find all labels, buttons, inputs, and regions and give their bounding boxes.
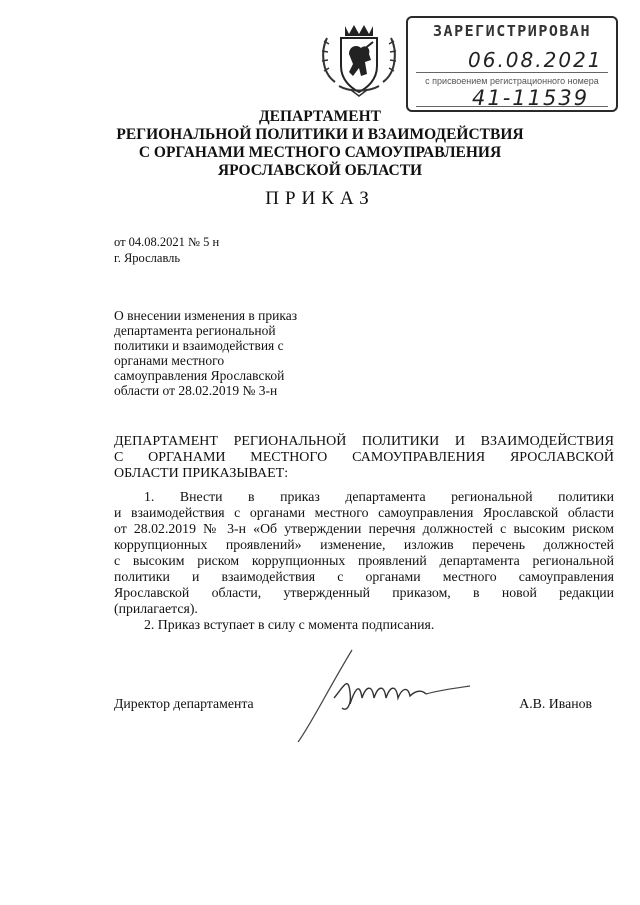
stamp-divider bbox=[416, 106, 608, 107]
body-line: с высоким риском коррупционных проявлений департамента региональной bbox=[114, 553, 614, 568]
order-city: г. Ярославль bbox=[114, 251, 181, 265]
order-subject bbox=[114, 308, 324, 398]
body-line: и взаимодействия с органами местного самоуправления Ярославской области bbox=[114, 505, 614, 520]
order-meta bbox=[114, 234, 219, 266]
department-line: ДЕПАРТАМЕНТ bbox=[258, 108, 382, 125]
subject-line: области от 28.02.2019 № 3-н bbox=[114, 383, 278, 398]
registration-stamp bbox=[406, 16, 618, 112]
subject-line: органами местного bbox=[114, 353, 225, 368]
body-line: 2. Приказ вступает в силу с момента подписания. bbox=[144, 617, 435, 632]
subject-line: О внесении изменения в приказ bbox=[114, 308, 298, 323]
stamp-number: 41-11539 bbox=[472, 86, 590, 110]
coat-of-arms-emblem bbox=[317, 20, 401, 98]
body-line: коррупционных проявлений» изменение, изложив перечень должностей bbox=[114, 537, 614, 552]
body-line: от 28.02.2019 № 3-н «Об утверждении перечня должностей с высоким риском bbox=[114, 521, 614, 536]
preamble-line: ДЕПАРТАМЕНТ РЕГИОНАЛЬНОЙ ПОЛИТИКИ И ВЗАИМОДЕЙСТВИЯ bbox=[114, 434, 614, 449]
handwritten-signature bbox=[290, 646, 480, 746]
order-preamble bbox=[114, 434, 614, 482]
stamp-date: 06.08.2021 bbox=[468, 48, 603, 72]
body-line: Ярославской области, утвержденный приказом, в новой редакции bbox=[114, 585, 614, 600]
signer-position: Директор департамента bbox=[114, 696, 254, 711]
preamble-line: С ОРГАНАМИ МЕСТНОГО САМОУПРАВЛЕНИЯ ЯРОСЛАВСКОЙ bbox=[114, 450, 614, 465]
signer-name: А.В. Иванов bbox=[519, 696, 592, 711]
subject-line: самоуправления Ярославской bbox=[114, 368, 285, 383]
department-header bbox=[0, 108, 640, 180]
department-line: С ОРГАНАМИ МЕСТНОГО САМОУПРАВЛЕНИЯ bbox=[138, 144, 502, 161]
body-line: политики и взаимодействия с органами местного самоуправления bbox=[114, 569, 614, 584]
stamp-note: с присвоением регистрационного номера bbox=[425, 76, 599, 86]
subject-line: департамента региональной bbox=[114, 323, 276, 338]
order-body bbox=[114, 489, 614, 633]
stamp-title: ЗАРЕГИСТРИРОВАН bbox=[433, 22, 591, 40]
preamble-line: ОБЛАСТИ ПРИКАЗЫВАЕТ: bbox=[114, 466, 289, 481]
body-line: (прилагается). bbox=[114, 601, 198, 616]
body-line: 1. Внести в приказ департамента региональной политики bbox=[144, 489, 614, 504]
stamp-divider bbox=[416, 72, 608, 73]
department-line: РЕГИОНАЛЬНОЙ ПОЛИТИКИ И ВЗАИМОДЕЙСТВИЯ bbox=[116, 126, 524, 143]
department-line: ЯРОСЛАВСКОЙ ОБЛАСТИ bbox=[217, 162, 423, 179]
subject-line: политики и взаимодействия с bbox=[114, 338, 284, 353]
order-date-number: от 04.08.2021 № 5 н bbox=[114, 235, 220, 249]
order-title: ПРИКАЗ bbox=[265, 188, 375, 209]
